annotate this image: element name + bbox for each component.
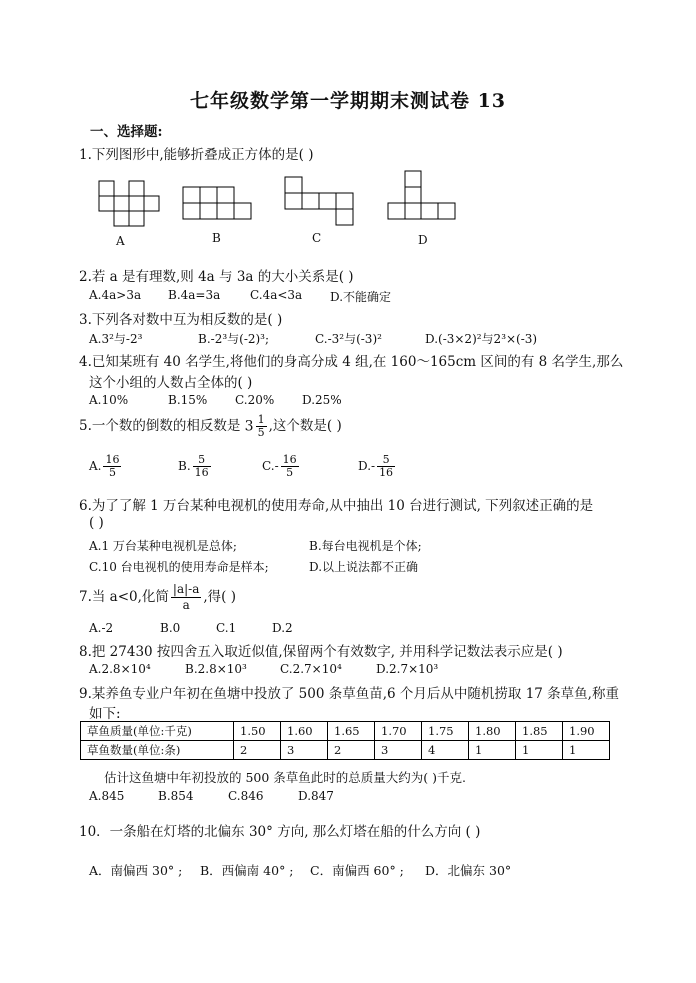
- q5-option-a-num: 16: [105, 453, 120, 466]
- q2-option-a: A.4a>3a: [89, 288, 142, 302]
- question-4-line-2: 这个小组的人数占全体的( ): [89, 375, 253, 391]
- table-cell: 1.90: [563, 722, 610, 741]
- net-label-d: D: [418, 233, 428, 247]
- q4-option-d: D.25%: [302, 393, 342, 407]
- q5-option-d-den: 16: [379, 466, 394, 479]
- q5-option-c-den: 5: [286, 466, 294, 479]
- q7-option-d: D.2: [272, 621, 293, 635]
- question-1-text: 1.下列图形中,能够折叠成正方体的是( ): [79, 147, 314, 163]
- table-row-head: 草鱼数量(单位:条): [81, 741, 234, 760]
- q5-fraction: [256, 414, 267, 439]
- table-cell: 4: [422, 741, 469, 760]
- q10-option-c: C．南偏西 60° ;: [310, 863, 404, 878]
- q3-option-b: B.-2³与(-2)³;: [198, 332, 270, 346]
- table-cell: 3: [375, 741, 422, 760]
- cube-net-b: [183, 187, 251, 221]
- fish-weight-table: [80, 721, 610, 760]
- q5-fraction-num: 1: [257, 413, 265, 426]
- table-cell: 1: [469, 741, 516, 760]
- cube-net-c: [285, 177, 355, 225]
- q5-option-d-num: 5: [377, 454, 395, 467]
- q5-prefix: 5.一个数的倒数的相反数是: [79, 418, 245, 434]
- net-label-a: A: [116, 234, 125, 248]
- q8-option-c: C.2.7×10⁴: [280, 662, 342, 676]
- question-7-text: [79, 582, 236, 613]
- table-cell: 1.75: [422, 722, 469, 741]
- table-row: [81, 741, 610, 760]
- q5-option-b-fraction: [193, 454, 211, 479]
- table-cell: 1.60: [281, 722, 328, 741]
- cube-net-d: [388, 171, 456, 221]
- q8-option-d: D.2.7×10³: [376, 662, 439, 676]
- table-cell: 1.50: [234, 722, 281, 741]
- q4-option-a: A.10%: [89, 393, 129, 407]
- question-6-line-1: 6.为了了解 1 万台某种电视机的使用寿命,从中抽出 10 台进行测试, 下列叙述正确的是: [79, 498, 594, 514]
- q2-option-b: B.4a=3a: [168, 288, 221, 302]
- q6-option-a: A.1 万台某种电视机是总体;: [89, 539, 237, 553]
- question-5-text: [79, 414, 342, 439]
- q5-option-b-num: 5: [193, 454, 211, 467]
- q7-prefix: 7.当 a<0,化简: [79, 589, 169, 605]
- q7-suffix: ,得( ): [203, 589, 236, 605]
- q9-option-c: C.846: [228, 789, 264, 803]
- question-4-line-1: 4.已知某班有 40 名学生,将他们的身高分成 4 组,在 160～165cm 区间的有 8 名学生,那么: [79, 354, 624, 370]
- table-cell: 2: [328, 741, 375, 760]
- question-6-line-2: ( ): [89, 515, 104, 531]
- q5-option-a-fraction: [103, 454, 121, 479]
- q5-option-b-den: 16: [194, 466, 209, 479]
- q5-option-c-label: C.-: [262, 459, 279, 473]
- q10-option-d: D．北偏东 30°: [425, 863, 512, 878]
- question-10-text: 10．一条船在灯塔的北偏东 30° 方向, 那么灯塔在船的什么方向 ( ): [79, 824, 481, 840]
- table-cell: 1.70: [375, 722, 422, 741]
- q7-option-c: C.1: [216, 621, 237, 635]
- q4-option-b: B.15%: [168, 393, 208, 407]
- question-2-text: 2.若 a 是有理数,则 4a 与 3a 的大小关系是( ): [79, 269, 354, 285]
- q5-option-c: [262, 454, 301, 479]
- q3-option-a: A.3²与-2³: [89, 332, 143, 346]
- q5-option-c-fraction: [281, 454, 299, 479]
- q8-option-b: B.2.8×10³: [185, 662, 247, 676]
- q9-option-a: A.845: [89, 789, 125, 803]
- q5-fraction-den: 5: [257, 426, 265, 439]
- q4-option-c: C.20%: [235, 393, 275, 407]
- q7-option-a: A.-2: [89, 621, 114, 635]
- q5-option-d-label: D.-: [358, 459, 376, 473]
- q9-option-d: D.847: [298, 789, 334, 803]
- q5-option-d-fraction: [377, 454, 395, 479]
- q3-option-c: C.-3²与(-3)²: [315, 332, 382, 346]
- net-label-c: C: [312, 231, 322, 245]
- section-heading-choice: 一、选择题:: [90, 124, 163, 140]
- question-8-text: 8.把 27430 按四舍五入取近似值,保留两个有效数字, 并用科学记数法表示应是( ): [79, 644, 563, 660]
- q5-option-c-num: 16: [282, 453, 297, 466]
- q2-option-c: C.4a<3a: [250, 288, 303, 302]
- table-row: [81, 722, 610, 741]
- table-cell: 3: [281, 741, 328, 760]
- q9-option-b: B.854: [158, 789, 194, 803]
- q5-option-b-label: B.: [178, 459, 191, 473]
- q10-option-b: B．西偏南 40° ;: [200, 863, 294, 878]
- table-cell: 1: [563, 741, 610, 760]
- q6-option-b: B.每台电视机是个体;: [309, 539, 422, 553]
- question-9-line-3: 估计这鱼塘中年初投放的 500 条草鱼此时的总质量大约为( )千克.: [104, 770, 467, 785]
- q8-option-a: A.2.8×10⁴: [89, 662, 151, 676]
- q5-option-a-label: A.: [89, 459, 102, 473]
- table-cell: 1.80: [469, 722, 516, 741]
- q5-option-a-den: 5: [108, 466, 116, 479]
- question-3-text: 3.下列各对数中互为相反数的是( ): [79, 312, 283, 328]
- q3-option-d: D.(-3×2)²与2³×(-3): [425, 332, 538, 346]
- table-cell: 1: [516, 741, 563, 760]
- q7-option-b: B.0: [160, 621, 181, 635]
- question-9-line-1: 9.某养鱼专业户年初在鱼塘中投放了 500 条草鱼苗,6 个月后从中随机捞取 17 条草鱼,称重: [79, 686, 619, 702]
- q5-suffix: ,这个数是( ): [268, 418, 342, 434]
- q7-fraction-den: a: [182, 598, 190, 612]
- table-cell: 2: [234, 741, 281, 760]
- q5-option-d: [358, 454, 397, 479]
- q10-option-a: A．南偏西 30° ;: [89, 863, 183, 878]
- q5-option-b: [178, 454, 213, 479]
- q5-whole: 3: [244, 418, 254, 435]
- q7-fraction: [171, 582, 201, 613]
- q5-option-a: [89, 454, 123, 479]
- cube-net-a: [99, 181, 159, 229]
- net-label-b: B: [212, 231, 221, 245]
- q2-option-d: D.不能确定: [330, 290, 392, 304]
- page-title: 七年级数学第一学期期末测试卷 13: [189, 90, 507, 112]
- question-9-line-2: 如下:: [89, 706, 121, 722]
- q6-option-c: C.10 台电视机的使用寿命是样本;: [89, 560, 269, 574]
- table-cell: 1.65: [328, 722, 375, 741]
- table-cell: 1.85: [516, 722, 563, 741]
- q6-option-d: D.以上说法都不正确: [309, 560, 419, 574]
- table-row-head: 草鱼质量(单位:千克): [81, 722, 234, 741]
- q7-fraction-num: |a|-a: [172, 582, 200, 596]
